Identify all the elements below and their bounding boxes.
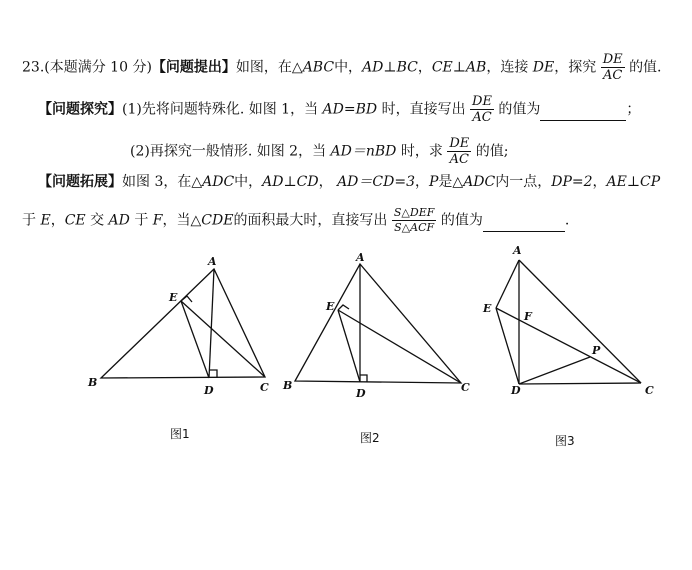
math: AE⊥CP bbox=[606, 174, 661, 190]
point-label-c: C bbox=[461, 381, 470, 394]
point-label-b: B bbox=[88, 376, 98, 389]
text: ， bbox=[417, 59, 432, 76]
text: 时，直接写出 bbox=[381, 101, 466, 118]
figure-1-diagram bbox=[101, 269, 265, 378]
math: AD＝nBD bbox=[330, 143, 397, 160]
point-label-a: A bbox=[513, 244, 522, 257]
text: 的值. bbox=[629, 59, 662, 76]
text: 的值; bbox=[475, 143, 509, 160]
math: P bbox=[428, 174, 439, 190]
text: 如图 3，在△ bbox=[122, 174, 203, 190]
point-label-f: F bbox=[524, 310, 532, 323]
math: F bbox=[152, 212, 163, 229]
point-label-c: C bbox=[645, 384, 654, 397]
text: . bbox=[564, 212, 570, 229]
math: CE⊥AB bbox=[431, 59, 487, 76]
text: 于 bbox=[134, 212, 149, 229]
math: DE bbox=[532, 59, 555, 76]
math: AD＝CD=3 bbox=[337, 174, 415, 190]
text: 中， bbox=[334, 59, 363, 76]
math: ABC bbox=[302, 59, 335, 76]
figure-3-diagram bbox=[496, 260, 641, 384]
text: ， bbox=[592, 174, 607, 190]
figure-3-caption: 图3 bbox=[555, 434, 575, 448]
math: ADC bbox=[463, 174, 496, 190]
fraction-numerator: DE bbox=[449, 136, 470, 151]
math: AD⊥BC bbox=[362, 59, 418, 76]
text: 中， bbox=[234, 174, 263, 190]
math: AD bbox=[108, 212, 130, 229]
text: (1)先将问题特殊化. 如图 1，当 bbox=[122, 101, 319, 118]
text: 交 bbox=[90, 212, 105, 229]
text: ，探究 bbox=[554, 59, 597, 76]
math: DP=2 bbox=[551, 174, 593, 190]
text: 内一点， bbox=[495, 174, 552, 190]
text: 的值为 bbox=[498, 101, 541, 118]
text: 时，求 bbox=[400, 143, 443, 160]
text: ，连接 bbox=[486, 59, 529, 76]
text: ； bbox=[626, 101, 641, 118]
point-label-p: P bbox=[592, 344, 601, 357]
fraction-numerator: DE bbox=[602, 52, 623, 67]
text: 的面积最大时，直接写出 bbox=[233, 212, 388, 229]
math: AD⊥CD bbox=[262, 174, 319, 190]
section-tag: 【问题提出】 bbox=[151, 59, 236, 76]
math: CE bbox=[64, 212, 86, 229]
math: ADC bbox=[202, 174, 235, 190]
math: AD=BD bbox=[322, 101, 378, 118]
point-label-d: D bbox=[356, 387, 366, 400]
fraction-numerator: DE bbox=[472, 94, 492, 109]
text: (2)再探究一般情形. 如图 2，当 bbox=[130, 143, 327, 160]
text: ， bbox=[50, 212, 65, 229]
point-label-c: C bbox=[260, 381, 269, 394]
fraction-denominator: S△ACF bbox=[394, 221, 435, 234]
text: ， bbox=[318, 174, 333, 190]
text: ，当△ bbox=[162, 212, 202, 229]
point-label-a: A bbox=[208, 255, 217, 268]
fraction-numerator: S△DEF bbox=[393, 206, 435, 219]
point-label-d: D bbox=[511, 384, 521, 397]
text: 的值为 bbox=[440, 212, 483, 229]
fraction-denominator: AC bbox=[472, 110, 492, 125]
figure-2-diagram bbox=[295, 264, 461, 383]
text: 是△ bbox=[438, 174, 464, 190]
figure-2-caption: 图2 bbox=[360, 431, 380, 445]
text: 如图，在△ bbox=[235, 59, 303, 76]
section-tag: 【问题探究】 bbox=[38, 101, 122, 118]
point-label-e: E bbox=[326, 300, 335, 313]
point-label-e: E bbox=[483, 302, 492, 315]
math: E bbox=[40, 212, 51, 229]
point-label-e: E bbox=[169, 291, 178, 304]
math: CDE bbox=[201, 212, 234, 229]
point-label-b: B bbox=[283, 379, 293, 392]
figure-1-caption: 图1 bbox=[170, 427, 190, 441]
point-label-d: D bbox=[204, 384, 214, 397]
fraction-denominator: AC bbox=[449, 152, 469, 167]
text: 于 bbox=[22, 212, 36, 229]
point-label-a: A bbox=[356, 251, 365, 264]
problem-number: 23.(本题满分 10 分) bbox=[22, 59, 152, 76]
text: ， bbox=[414, 174, 429, 190]
section-tag: 【问题拓展】 bbox=[38, 174, 122, 190]
fraction-denominator: AC bbox=[602, 68, 623, 83]
